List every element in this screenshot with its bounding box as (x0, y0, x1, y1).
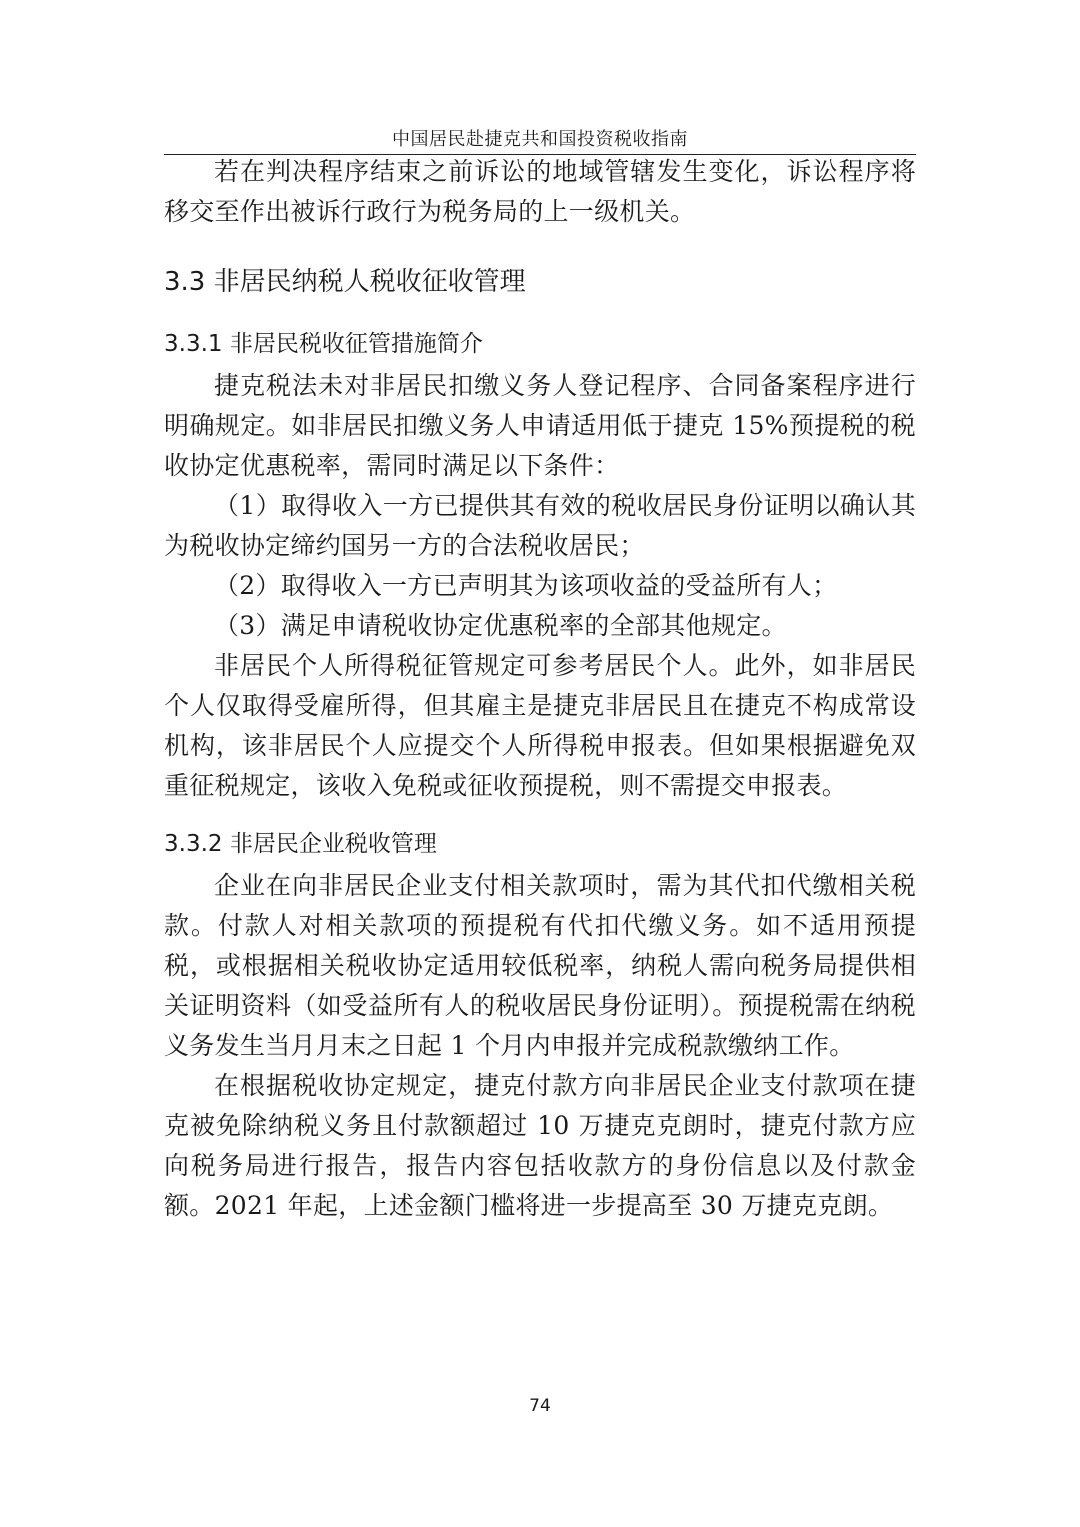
condition-item-1: （1）取得收入一方已提供其有效的税收居民身份证明以确认其为税收协定缔约国另一方的合法税收居民； (164, 491, 916, 560)
paragraph-3-3-2-a: 企业在向非居民企业支付相关款项时，需为其代扣代缴相关税款。付款人对相关款项的预提税有代扣代缴义务。如不适用预提税，或根据相关税收协定适用较低税率，纳税人需向税务局提供相关证明资料（如受益所有人的税收居民身份证明）。预提税需在纳税义务发生当月月末之日起 1 个月内申报并完成税款缴纳工作。 (164, 871, 916, 1060)
running-header: 中国居民赴捷克共和国投资税收指南 (392, 129, 688, 150)
paragraph-3-3-2-b: 在根据税收协定规定，捷克付款方向非居民企业支付款项在捷克被免除纳税义务且付款额超过 10 万捷克克朗时，捷克付款方应向税务局进行报告，报告内容包括收款方的身份信息以及付款金额。2021 年起，上述金额门槛将进一步提高至 30 万捷克克朗。 (164, 1071, 916, 1220)
condition-item-3: （3）满足申请税收协定优惠税率的全部其他规定。 (214, 611, 787, 640)
section-heading-3-3-1: 3.3.1 非居民税收征管措施简介 (164, 331, 483, 357)
paragraph-3-3-1-a: 捷克税法未对非居民扣缴义务人登记程序、合同备案程序进行明确规定。如非居民扣缴义务人申请适用低于捷克 15%预提税的税收协定优惠税率，需同时满足以下条件： (164, 371, 916, 480)
condition-item-2: （2）取得收入一方已声明其为该项收益的受益所有人； (214, 571, 838, 600)
paragraph-3-3-1-b: 非居民个人所得税征管规定可参考居民个人。此外，如非居民个人仅取得受雇所得，但其雇主是捷克非居民且在捷克不构成常设机构，该非居民个人应提交个人所得税申报表。但如果根据避免双重征税规定，该收入免税或征收预提税，则不需提交申报表。 (164, 651, 916, 800)
page-number: 74 (529, 1396, 551, 1416)
section-heading-3-3-2: 3.3.2 非居民企业税收管理 (164, 831, 437, 857)
section-heading-3-3: 3.3 非居民纳税人税收征收管理 (164, 267, 526, 297)
intro-paragraph: 若在判决程序结束之前诉讼的地域管辖发生变化，诉讼程序将移交至作出被诉行政行为税务局的上一级机关。 (164, 157, 916, 226)
page-body (164, 152, 916, 1226)
